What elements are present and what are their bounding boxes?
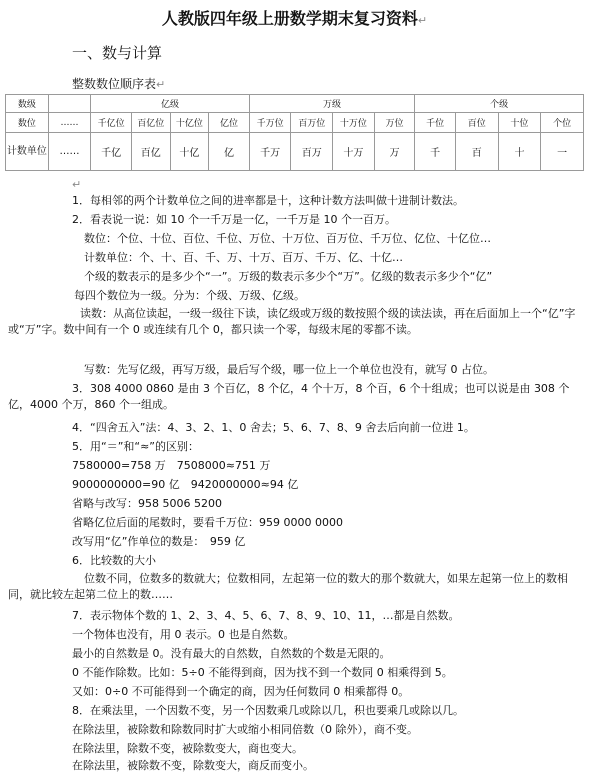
table-cell: 数级 (6, 95, 49, 113)
text-line: 在除法里，被除数不变，除数变大，商反而变小。 (72, 759, 314, 772)
text-line: 8．在乘法里，一个因数不变，另一个因数乘几或除以几，积也要乘几或除以几。 (72, 704, 464, 717)
table-cell: 千万位 (249, 113, 291, 133)
table-cell: 亿级 (91, 95, 249, 113)
table-cell: 一 (541, 133, 584, 171)
text-line: 一个物体也没有，用 0 表示。0 也是自然数。 (72, 628, 295, 641)
table-cell: 万位 (374, 113, 415, 133)
section-title-text: 一、数与计算 (72, 44, 163, 62)
subsection-title (72, 75, 165, 92)
table-row-unit (6, 133, 584, 171)
table-cell: 计数单位 (6, 133, 49, 171)
title-text: 人教版四年级上册数学期末复习资料 (161, 9, 418, 28)
text-line: 0 不能作除数。比如：5÷0 不能得到商，因为找不到一个数同 0 相乘得到 5。 (72, 666, 453, 679)
subsection-title-text: 整数数位顺序表 (72, 77, 157, 91)
text-line: 数位：个位、十位、百位、千位、万位、十万位、百万位、千万位、亿位、十亿位… (84, 232, 491, 245)
text-line: 5．用“＝”和“≈”的区别： (72, 440, 200, 453)
table-row-place (6, 113, 584, 133)
table-row-level (6, 95, 584, 113)
table-cell: 亿位 (209, 113, 250, 133)
table-cell: 千亿位 (91, 113, 132, 133)
table-cell: 千位 (415, 113, 456, 133)
text-line: 1．每相邻的两个计数单位之间的进率都是十，这种计数方法叫做十进制计数法。 (72, 194, 464, 207)
table-cell: 亿 (209, 133, 250, 171)
empty-paragraph (72, 178, 81, 191)
table-cell: 百万 (291, 133, 333, 171)
table-cell: 十亿 (170, 133, 209, 171)
text-line: 在除法里，除数不变，被除数变大，商也变大。 (72, 742, 303, 755)
table-cell: 千 (415, 133, 456, 171)
text-paragraph: 位数不同，位数多的数就大；位数相同，左起第一位的数大的那个数就大，如果左起第一位上的数相同，就比较左起第二位上的数…… (8, 572, 568, 601)
table-cell: 数位 (6, 113, 49, 133)
paragraph-mark-icon: ↵ (72, 178, 82, 191)
table-cell: 万级 (249, 95, 415, 113)
place-value-table (5, 94, 584, 171)
text-line: 每四个数位为一级。分为：个级、万级、亿级。 (74, 289, 305, 302)
table-cell: 十万位 (333, 113, 375, 133)
text-line: 省略亿位后面的尾数时，要看千万位：959 0000 0000 (72, 516, 343, 529)
table-cell: 百亿位 (131, 113, 170, 133)
table-cell (48, 95, 91, 113)
text-line: 7580000=758 万 7508000≈751 万 (72, 459, 271, 472)
paragraph-mark-icon: ↵ (417, 14, 428, 27)
text-paragraph: 3．308 4000 0860 是由 3 个百亿，8 个亿，4 个十万，8 个百，6 个十组成；也可以说是由 308 个亿，4000 个万，860 个一组成。 (8, 382, 570, 411)
section-title (72, 42, 162, 63)
text-line: 在除法里，被除数和除数同时扩大或缩小相同倍数（0 除外），商不变。 (72, 723, 418, 736)
text-paragraph: 读数：从高位读起，一级一级往下读，读亿级或万级的数按照个级的读法读，再在后面加上一个“亿”字或“万”字。数中间有一个 0 或连续有几个 0，都只读一个零，每级末尾的零都不读。 (8, 307, 576, 336)
text-line: 2．看表说一说：如 10 个一千万是一亿，一千万是 10 个一百万。 (72, 213, 396, 226)
table-cell: 千亿 (91, 133, 132, 171)
text-line: 省略与改写：958 5006 5200 (72, 497, 222, 510)
table-cell: 十 (498, 133, 541, 171)
text-line: 计数单位：个、十、百、千、万、十万、百万、千万、亿、十亿… (84, 251, 403, 264)
table-cell: 百万位 (291, 113, 333, 133)
text-line: 改写用“亿”作单位的数是： 959 亿 (72, 535, 246, 548)
text-line: 个级的数表示的是多少个“一”。万级的数表示多少个“万”。亿级的数表示多少个“亿” (84, 270, 493, 283)
text-line: 又如：0÷0 不可能得到一个确定的商，因为任何数同 0 相乘都得 0。 (72, 685, 410, 698)
table-cell: …… (48, 113, 91, 133)
text-line: 写数：先写亿级，再写万级，最后写个级，哪一位上一个单位也没有，就写 0 占位。 (84, 363, 494, 376)
text-line: 4．“四舍五入”法：4、3、2、1、0 舍去；5、6、7、8、9 舍去后向前一位进 1。 (72, 421, 475, 434)
document-title (0, 6, 589, 29)
text-line: 9000000000=90 亿 9420000000≈94 亿 (72, 478, 299, 491)
table-cell: 十位 (498, 113, 541, 133)
text-line: 最小的自然数是 0。没有最大的自然数，自然数的个数是无限的。 (72, 647, 391, 660)
table-cell: …… (48, 133, 91, 171)
table-cell: 十亿位 (170, 113, 209, 133)
table-cell: 十万 (333, 133, 375, 171)
table-cell: 百位 (455, 113, 498, 133)
table-cell: 个级 (415, 95, 584, 113)
table-cell: 百亿 (131, 133, 170, 171)
text-line: 6．比较数的大小 (72, 554, 156, 567)
table-cell: 百 (455, 133, 498, 171)
table-cell: 千万 (249, 133, 291, 171)
paragraph-mark-icon: ↵ (156, 78, 166, 91)
table-cell: 个位 (541, 113, 584, 133)
text-line: 7．表示物体个数的 1、2、3、4、5、6、7、8、9、10、11，…都是自然数。 (72, 609, 460, 622)
table-cell: 万 (374, 133, 415, 171)
